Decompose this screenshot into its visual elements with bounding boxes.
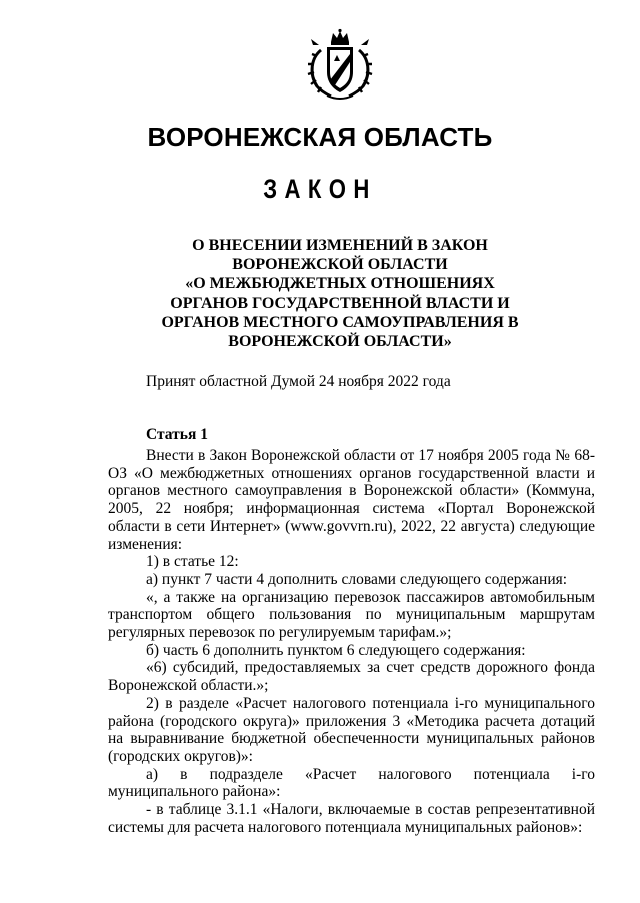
law-title-line: ВОРОНЕЖСКОЙ ОБЛАСТИ» xyxy=(228,333,452,351)
adoption-note: Принят областной Думой 24 ноября 2022 года xyxy=(146,373,451,390)
article-body xyxy=(108,447,595,836)
law-title-line: ОРГАНОВ МЕСТНОГО САМОУПРАВЛЕНИЯ В xyxy=(161,313,519,331)
law-title-line: ВОРОНЕЖСКОЙ ОБЛАСТИ xyxy=(232,256,448,274)
article-paragraph: «6) субсидий, предоставляемых за счет средств дорожного фонда Воронежской области.»; xyxy=(108,659,595,695)
law-title-line: ОРГАНОВ ГОСУДАРСТВЕННОЙ ВЛАСТИ И xyxy=(170,294,510,312)
article-paragraph: «, а также на организацию перевозок пассажиров автомобильным транспортом общего пользования по муниципальным маршрутам регулярных перевозок по регулируемым тарифам.»; xyxy=(108,588,595,642)
document-type-heading: ЗАКОН xyxy=(263,174,377,204)
coat-of-arms-icon xyxy=(297,28,383,104)
article-paragraph: а) пункт 7 части 4 дополнить словами следующего содержания: xyxy=(146,570,568,588)
law-title xyxy=(140,236,540,351)
law-title-line: О ВНЕСЕНИИ ИЗМЕНЕНИЙ В ЗАКОН xyxy=(192,237,488,254)
article-paragraph: а) в подразделе «Расчет налогового потенциала i-го муниципального района»: xyxy=(108,765,595,801)
article-paragraph: 2) в разделе «Расчет налогового потенциала i-го муниципального района (городского округа)» приложения 3 «Методика расчета дотаций на выравнивание бюджетной обеспеченности муниципальных районов (городских округов)»: xyxy=(108,694,595,765)
article-paragraph: 1) в статье 12: xyxy=(146,553,239,571)
region-heading: ВОРОНЕЖСКАЯ ОБЛАСТЬ xyxy=(147,122,493,152)
article-paragraph: б) часть 6 дополнить пунктом 6 следующего содержания: xyxy=(146,641,526,659)
article-heading: Статья 1 xyxy=(146,426,208,443)
article-paragraph: - в таблице 3.1.1 «Налоги, включаемые в состав репрезентативной системы для расчета налогового потенциала муниципальных районов»: xyxy=(108,801,595,836)
law-title-line: «О МЕЖБЮДЖЕТНЫХ ОТНОШЕНИЯХ xyxy=(185,275,495,293)
coat-of-arms-emblem xyxy=(297,28,383,104)
article-paragraph: Внести в Закон Воронежской области от 17 ноября 2005 года № 68-ОЗ «О межбюджетных отношениях органов государственной власти и органов местного самоуправления в Воронежской области» (Коммуна, 2005, 22 ноября; информационная система «Портал Воронежской области в сети Интернет» (www.govvrn.ru), 2022, 22 августа) следующие изменения: xyxy=(108,447,595,553)
